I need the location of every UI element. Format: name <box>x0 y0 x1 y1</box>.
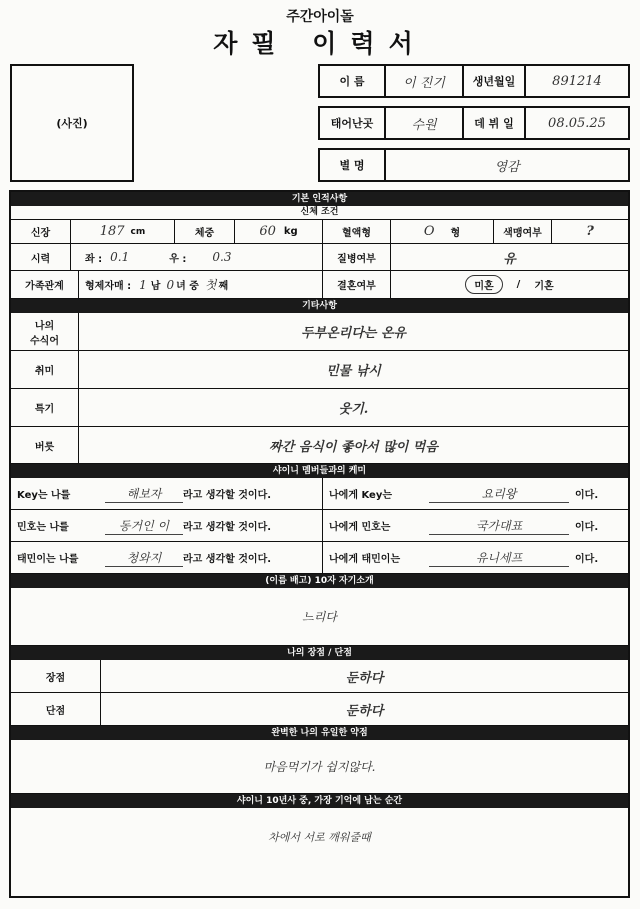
chemistry-right-label: 나에게 민호는 <box>329 522 391 533</box>
skill-label: 특기 <box>11 389 79 426</box>
chemistry-right-suffix: 이다. <box>575 522 599 533</box>
weakness-label: 단점 <box>11 693 101 725</box>
birth-label: 생년월일 <box>462 66 526 96</box>
section-header-memory: 샤이니 10년사 중, 가장 기억에 남는 순간 <box>11 794 628 808</box>
chemistry-left-cell <box>11 478 323 509</box>
siblings-order-unit: 째 <box>218 281 229 292</box>
modifier-label <box>11 313 79 350</box>
chemistry-right-suffix: 이다. <box>575 490 599 501</box>
name-label: 이 름 <box>320 66 386 96</box>
vision-cell <box>71 244 323 270</box>
strength-label: 장점 <box>11 660 101 692</box>
skill-row <box>11 389 628 427</box>
body-row <box>11 220 628 244</box>
siblings-order: 첫 <box>204 278 217 292</box>
siblings-female: 0 <box>166 277 175 292</box>
section-header-intro: (이름 배고) 10자 자기소개 <box>11 574 628 588</box>
blood-label: 혈액형 <box>323 220 391 243</box>
hobby-value: 민물 낚시 <box>326 364 381 379</box>
siblings-female-unit: 녀 중 <box>176 281 199 292</box>
debut-value: 08.05.25 <box>548 115 606 131</box>
birth-value: 891214 <box>552 73 602 89</box>
family-label: 가족관계 <box>11 271 79 298</box>
siblings-male: 1 <box>139 277 147 292</box>
weight-value: 60 <box>259 224 276 239</box>
name-value: 이 진기 <box>403 75 445 91</box>
nickname-value: 영감 <box>494 159 520 175</box>
weakness-value: 둔하다 <box>345 703 384 719</box>
modifier-label-line1: 나의 <box>34 320 55 332</box>
chemistry-right-value: 요리왕 <box>429 485 569 503</box>
memory-value: 차에서 서로 깨워줄때 <box>268 831 371 844</box>
chemistry-row-key <box>11 478 628 510</box>
chemistry-row-taemin <box>11 542 628 574</box>
family-row <box>11 271 628 299</box>
modifier-value: 두부온리다는 온유 <box>301 326 406 341</box>
colorblind-label: 색맹여부 <box>494 220 552 243</box>
chemistry-right-value: 유니세프 <box>429 549 569 567</box>
skill-value: 웃기. <box>338 402 369 417</box>
marriage-cell <box>391 271 628 298</box>
siblings-label: 형제자매 : <box>85 281 132 292</box>
marriage-single: 미혼 <box>465 275 502 294</box>
habit-value: 짜간 음식이 좋아서 많이 먹음 <box>269 439 438 455</box>
chemistry-right-suffix: 이다. <box>575 554 599 565</box>
chemistry-left-label: 민호는 나를 <box>17 522 69 533</box>
chemistry-left-value: 해보자 <box>105 485 183 503</box>
hometown-label: 태어난곳 <box>320 108 386 138</box>
chemistry-left-cell <box>11 510 323 541</box>
chemistry-right-label: 나에게 Key는 <box>329 490 392 501</box>
siblings-male-unit: 남 <box>150 281 161 292</box>
habit-label: 버릇 <box>11 427 79 463</box>
disease-label: 질병여부 <box>323 244 391 270</box>
chemistry-right-cell <box>323 542 628 573</box>
marriage-married: 기혼 <box>534 281 554 292</box>
chemistry-right-value: 국가대표 <box>429 517 569 535</box>
intro-value: 느리다 <box>11 588 628 646</box>
habit-row <box>11 427 628 464</box>
hometown-value: 수원 <box>411 117 437 133</box>
only-weakness-value: 마음먹기가 쉽지않다. <box>11 740 628 794</box>
hometown-debut-table <box>318 106 630 140</box>
section-header-chemistry: 샤이니 멤버들과의 케미 <box>11 464 628 478</box>
blood-value: O <box>423 224 435 239</box>
subheader-body: 신체 조건 <box>11 206 628 220</box>
weight-label: 체중 <box>175 220 235 243</box>
height-label: 신장 <box>11 220 71 243</box>
form-title: 자필 이력서 <box>213 29 427 58</box>
chemistry-right-cell <box>323 510 628 541</box>
section-header-weakness: 완벽한 나의 유일한 약점 <box>11 726 628 740</box>
photo-label: (사진) <box>56 117 88 130</box>
photo-placeholder <box>10 64 134 182</box>
height-unit: cm <box>130 226 146 237</box>
chemistry-left-label: Key는 나를 <box>17 490 71 501</box>
strength-value: 둔하다 <box>345 670 384 686</box>
section-header-other: 기타사항 <box>11 299 628 313</box>
strength-row <box>11 660 628 693</box>
debut-label: 데 뷔 일 <box>462 108 526 138</box>
hobby-row <box>11 351 628 389</box>
vision-right-label: 우 : <box>169 253 187 265</box>
blood-cell <box>391 220 494 243</box>
blood-unit: 형 <box>450 228 461 239</box>
chemistry-left-value: 동거인 이 <box>105 517 183 535</box>
modifier-label-line2: 수식어 <box>30 335 59 347</box>
modifier-row <box>11 313 628 351</box>
chemistry-left-label: 태민이는 나를 <box>17 554 79 565</box>
resume-form <box>9 190 630 898</box>
form-subtitle: 주간아이돌 <box>286 9 354 25</box>
chemistry-right-cell <box>323 478 628 509</box>
vision-right-value: 0.3 <box>212 250 232 264</box>
chemistry-left-cell <box>11 542 323 573</box>
vision-left-label: 좌 : <box>85 253 103 265</box>
chemistry-row-minho <box>11 510 628 542</box>
chemistry-left-suffix: 라고 생각할 것이다. <box>183 554 272 565</box>
weight-unit: kg <box>283 226 298 237</box>
family-cell <box>79 271 323 298</box>
chemistry-left-value: 청와지 <box>105 549 183 567</box>
nickname-label: 별 명 <box>320 150 386 180</box>
chemistry-right-label: 나에게 태민이는 <box>329 554 401 565</box>
vision-row <box>11 244 628 271</box>
height-value: 187 <box>99 224 125 239</box>
section-header-merits: 나의 장점 / 단점 <box>11 646 628 660</box>
nickname-table <box>318 148 630 182</box>
hobby-label: 취미 <box>11 351 79 388</box>
section-header-basic: 기본 인적사항 <box>11 192 628 206</box>
chemistry-left-suffix: 라고 생각할 것이다. <box>183 490 272 501</box>
weight-cell <box>235 220 323 243</box>
weakness-row <box>11 693 628 726</box>
vision-label: 시력 <box>11 244 71 270</box>
vision-left-value: 0.1 <box>110 250 130 264</box>
colorblind-value: ? <box>586 224 594 239</box>
marriage-separator: / <box>516 279 521 290</box>
name-birth-table <box>318 64 630 98</box>
marriage-label: 결혼여부 <box>323 271 391 298</box>
disease-value: 유 <box>503 251 516 267</box>
height-cell <box>71 220 175 243</box>
chemistry-left-suffix: 라고 생각할 것이다. <box>183 522 272 533</box>
